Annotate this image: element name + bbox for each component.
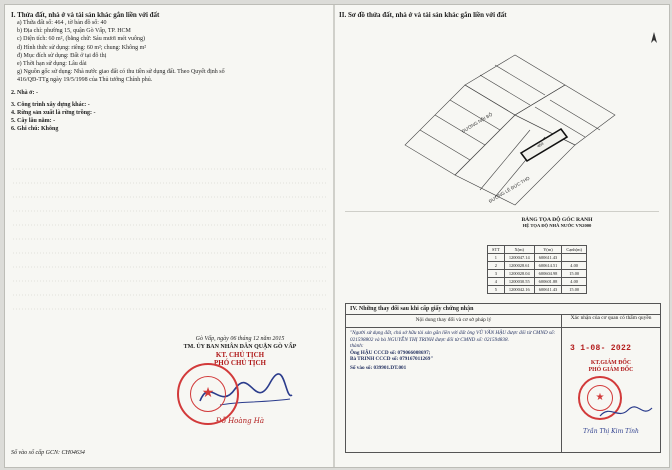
coordinate-table-title: BẢNG TỌA ĐỘ GÓC RANH <box>521 217 593 223</box>
certificate-sheet <box>4 4 670 468</box>
section-2-title: II. Sơ đồ thửa đất, nhà ở và tài sản khác gắn liền với đất <box>339 11 507 19</box>
page-fold <box>333 5 335 467</box>
street-2-label: ĐƯỜNG NỘI BỘ <box>460 111 494 134</box>
perennial-trees-line: 5. Cây lâu năm: - <box>11 118 56 125</box>
table-header: STT <box>488 246 505 254</box>
confirmation-date: 3 1-08- 2022 <box>570 344 632 353</box>
coordinate-table-subtitle: HỆ TỌA ĐỘ NHÀ NƯỚC VN2000 <box>522 223 592 228</box>
usage-purpose: đ) Mục đích sử dụng: Đất ở tại đô thị <box>17 52 107 59</box>
confirmation-header: Xác nhận của cơ quan có thẩm quyền <box>562 314 660 328</box>
blank-dotted-lines <box>11 161 329 321</box>
issuer: TM. ỦY BAN NHÂN DÂN QUẬN GÒ VẤP <box>183 344 297 351</box>
confirmation-signature <box>596 402 656 422</box>
house-line: 2. Nhà ở: - <box>11 89 38 96</box>
section-1-title: I. Thửa đất, nhà ở và tài sản khác gắn liền với đất <box>11 11 160 19</box>
notes-line: 6. Ghi chú: Không <box>11 126 59 133</box>
signer-name: Đỗ Hoàng Hà <box>215 417 265 426</box>
parcel-number: a) Thửa đất số: 464 , tờ bản đồ số: 40 <box>17 20 107 26</box>
street-1-label: ĐƯỜNG LÊ ĐỨC THỌ <box>487 175 531 204</box>
parcel-map-drawing <box>345 25 659 211</box>
confirmation-column <box>562 314 660 452</box>
address: b) Địa chỉ: phường 15, quận Gò Vấp, TP. HCM <box>17 28 131 35</box>
area: c) Diện tích: 60 m², (bằng chữ: Sáu mươi mét vuông) <box>17 36 145 43</box>
changes-content-header: Nội dung thay đổi và cơ sở pháp lý <box>346 314 561 328</box>
coordinate-table <box>487 245 587 294</box>
origin-line-1: g) Nguồn gốc sử dụng: Nhà nước giao đất có thu tiền sử dụng đất. Theo Quyết định số <box>17 69 225 76</box>
star-icon: ★ <box>201 385 215 401</box>
parcel-map <box>345 25 659 212</box>
usage-form: d) Hình thức sử dụng: riêng: 60 m²; chung: Không m² <box>17 44 147 51</box>
signature-block <box>151 335 329 425</box>
other-construction-line: 3. Công trình xây dựng khác: - <box>11 101 90 108</box>
confirmation-signer: Trần Thị Kim Tính <box>583 428 639 435</box>
forest-line: 4. Rừng sản xuất là rừng trồng: - <box>11 110 96 117</box>
changes-section <box>345 303 661 453</box>
star-icon: ★ <box>595 392 605 403</box>
table-header: Y(m) <box>534 246 562 254</box>
changes-content-column <box>346 314 562 452</box>
origin-line-2: 416/QĐ-TTg ngày 19/5/1998 của Thủ tướng Chính phủ. <box>17 77 153 84</box>
official-red-seal <box>177 363 239 425</box>
kt-title: KT. CHỦ TỊCH <box>215 351 265 360</box>
usage-term: e) Thời hạn sử dụng: Lâu dài <box>17 61 87 68</box>
right-page <box>339 11 665 461</box>
svg-text:464: 464 <box>536 140 545 149</box>
section-4-title: IV. Những thay đổi sau khi cấp giấy chứng nhận <box>346 304 660 315</box>
table-row: 2 1200028.61 600614.51 4.00 <box>488 262 587 270</box>
confirmation-officer-title: KT.GIÁM ĐỐC PHÓ GIÁM ĐỐC <box>588 360 634 373</box>
registration-number: Số vào sổ cấp GCN: CH04634 <box>11 450 85 456</box>
table-row: 5 1200042.16 600611.43 15.00 <box>488 286 587 294</box>
vice-chairman-title: PHÓ CHỦ TỊCH <box>214 359 266 368</box>
table-row: 3 1200028.04 600604.98 15.00 <box>488 270 587 278</box>
issue-date: Gò Vấp, ngày 06 tháng 12 năm 2015 <box>195 336 285 342</box>
table-header: Cạnh(m) <box>562 246 587 254</box>
table-header: X(m) <box>504 246 534 254</box>
table-row: 1 1200047.14 600611.43 <box>488 254 587 262</box>
table-row: 4 1200030.55 600601.88 4.00 <box>488 278 587 286</box>
left-page <box>11 11 329 461</box>
change-text: "Người sử dụng đất, chủ sở hữu tài sản gắn liền với đất ông VŨ VĂN HẬU được đổi từ CMND số: 021598802 và bà NGUYỄN THỊ TRINH được đổi từ CMND số: 021594838. thành: Ông HẬU CCCD số: 079066008697; Bà TRINH CCCD số: 079167011269" Số vào sổ: 039901.DT.001 <box>350 330 556 371</box>
